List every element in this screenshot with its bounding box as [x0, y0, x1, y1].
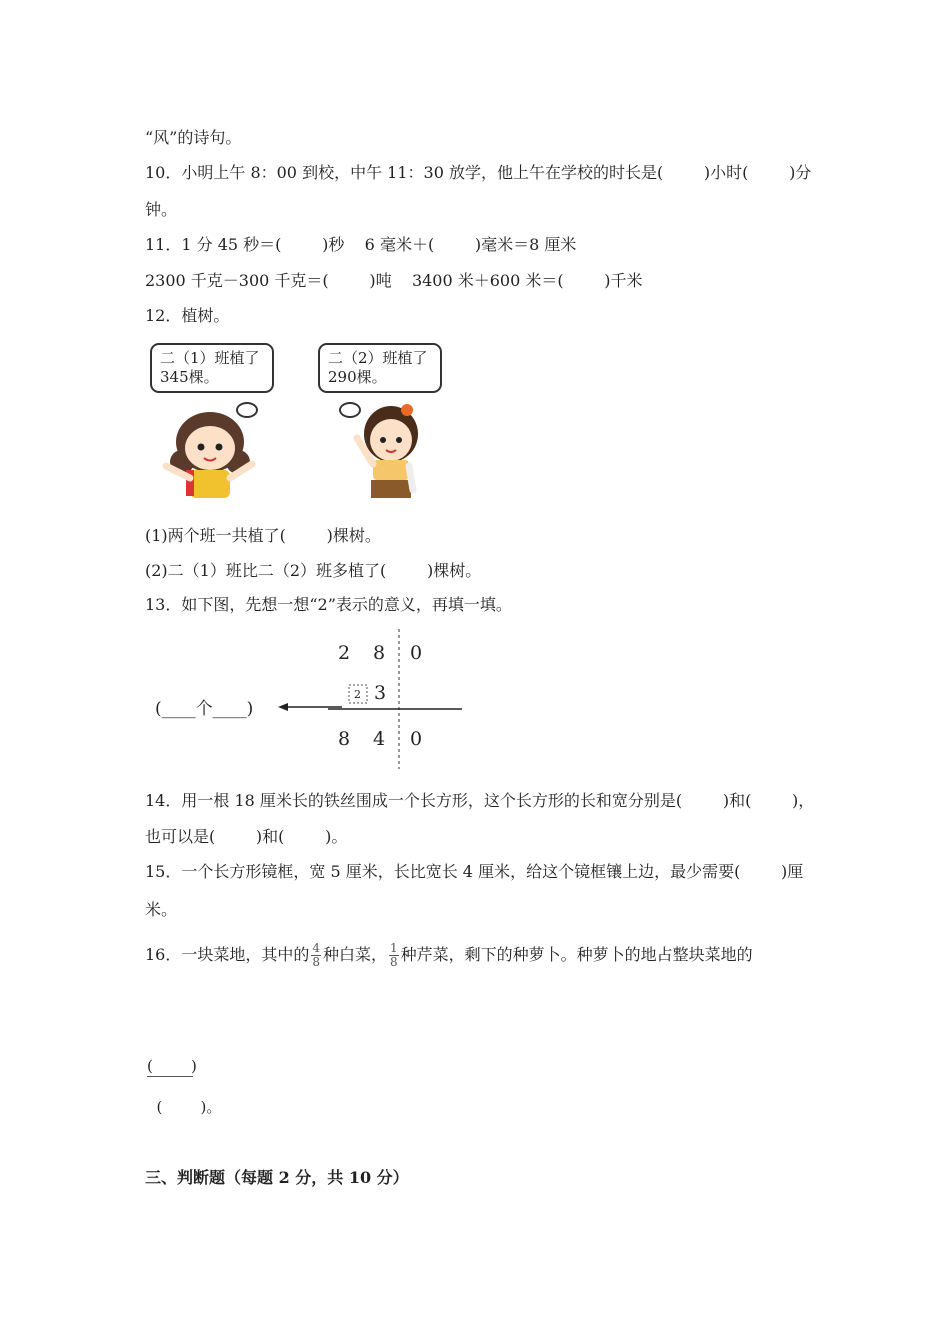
fraction-4-8: [311, 942, 321, 969]
question-10-line1: 10．小明上午 8：00 到校，中午 11：30 放学，他上午在学校的时长是( )小时( )分: [145, 163, 812, 182]
carry-digit: 2: [354, 688, 361, 701]
question-12-title: 12．植树。: [145, 306, 230, 325]
section-heading: 三、判断题（每题 2 分，共 10 分）: [145, 1168, 409, 1187]
digit: 0: [410, 728, 423, 750]
digit: 8: [373, 642, 386, 664]
fraction-1-8: [389, 942, 399, 969]
question-14-line1: 14．用一根 18 厘米长的铁丝围成一个长方形，这个长方形的长和宽分别是( )和( )，: [145, 791, 815, 810]
answer-tail: 。: [206, 1098, 222, 1116]
question-12-part2: (2)二（1）班比二（2）班多植了( )棵树。: [145, 561, 482, 580]
question-16-text: 16．一块菜地，其中的: [145, 945, 310, 964]
digit: 0: [410, 642, 423, 664]
answer-fraction: [147, 1016, 221, 1117]
answer-denominator: ( ): [156, 1098, 207, 1116]
speech-bubble-class2: 二（2）班植了 290棵。: [318, 343, 442, 393]
multiplier-digit: 3: [374, 682, 387, 704]
question-16-line: [145, 937, 753, 973]
text-line: “风”的诗句。: [145, 128, 242, 147]
girl-illustration-2: [343, 398, 433, 500]
answer-numerator: ( ): [147, 1057, 197, 1075]
numerator: 4: [312, 941, 321, 955]
digit: 4: [373, 728, 386, 750]
question-16-text: 种芹菜，剩下的种萝卜。种萝卜的地占整块菜地的: [400, 945, 753, 964]
arrow-head: [278, 703, 288, 711]
question-11-line1: 11．1 分 45 秒＝( )秒 6 毫米＋( )毫米＝8 厘米: [145, 235, 577, 254]
question-12-part1: (1)两个班一共植了( )棵树。: [145, 526, 381, 545]
numerator: 1: [390, 941, 398, 955]
denominator: 8: [390, 955, 398, 969]
question-15-line1: 15．一个长方形镜框，宽 5 厘米，长比宽长 4 厘米，给这个镜框镶上边，最少需要( )厘: [145, 862, 804, 881]
digit: 2: [338, 642, 351, 664]
question-14-line2: 也可以是( )和( )。: [145, 827, 348, 846]
question-11-line2: 2300 千克－300 千克＝( )吨 3400 米＋600 米＝( )千米: [145, 271, 643, 290]
answer-blank: (____个____): [155, 699, 254, 719]
question-16-text: 种白菜，: [323, 945, 388, 964]
question-13-title: 13．如下图，先想一想“2”表示的意义，再填一填。: [145, 595, 512, 614]
girl-illustration-1: [160, 400, 260, 500]
question-10-line2: 钟。: [145, 200, 178, 219]
denominator: 8: [312, 955, 321, 969]
question-15-line2: 米。: [145, 900, 178, 919]
speech-bubble-class1: 二（1）班植了 345棵。: [150, 343, 274, 393]
digit: 8: [338, 728, 351, 750]
